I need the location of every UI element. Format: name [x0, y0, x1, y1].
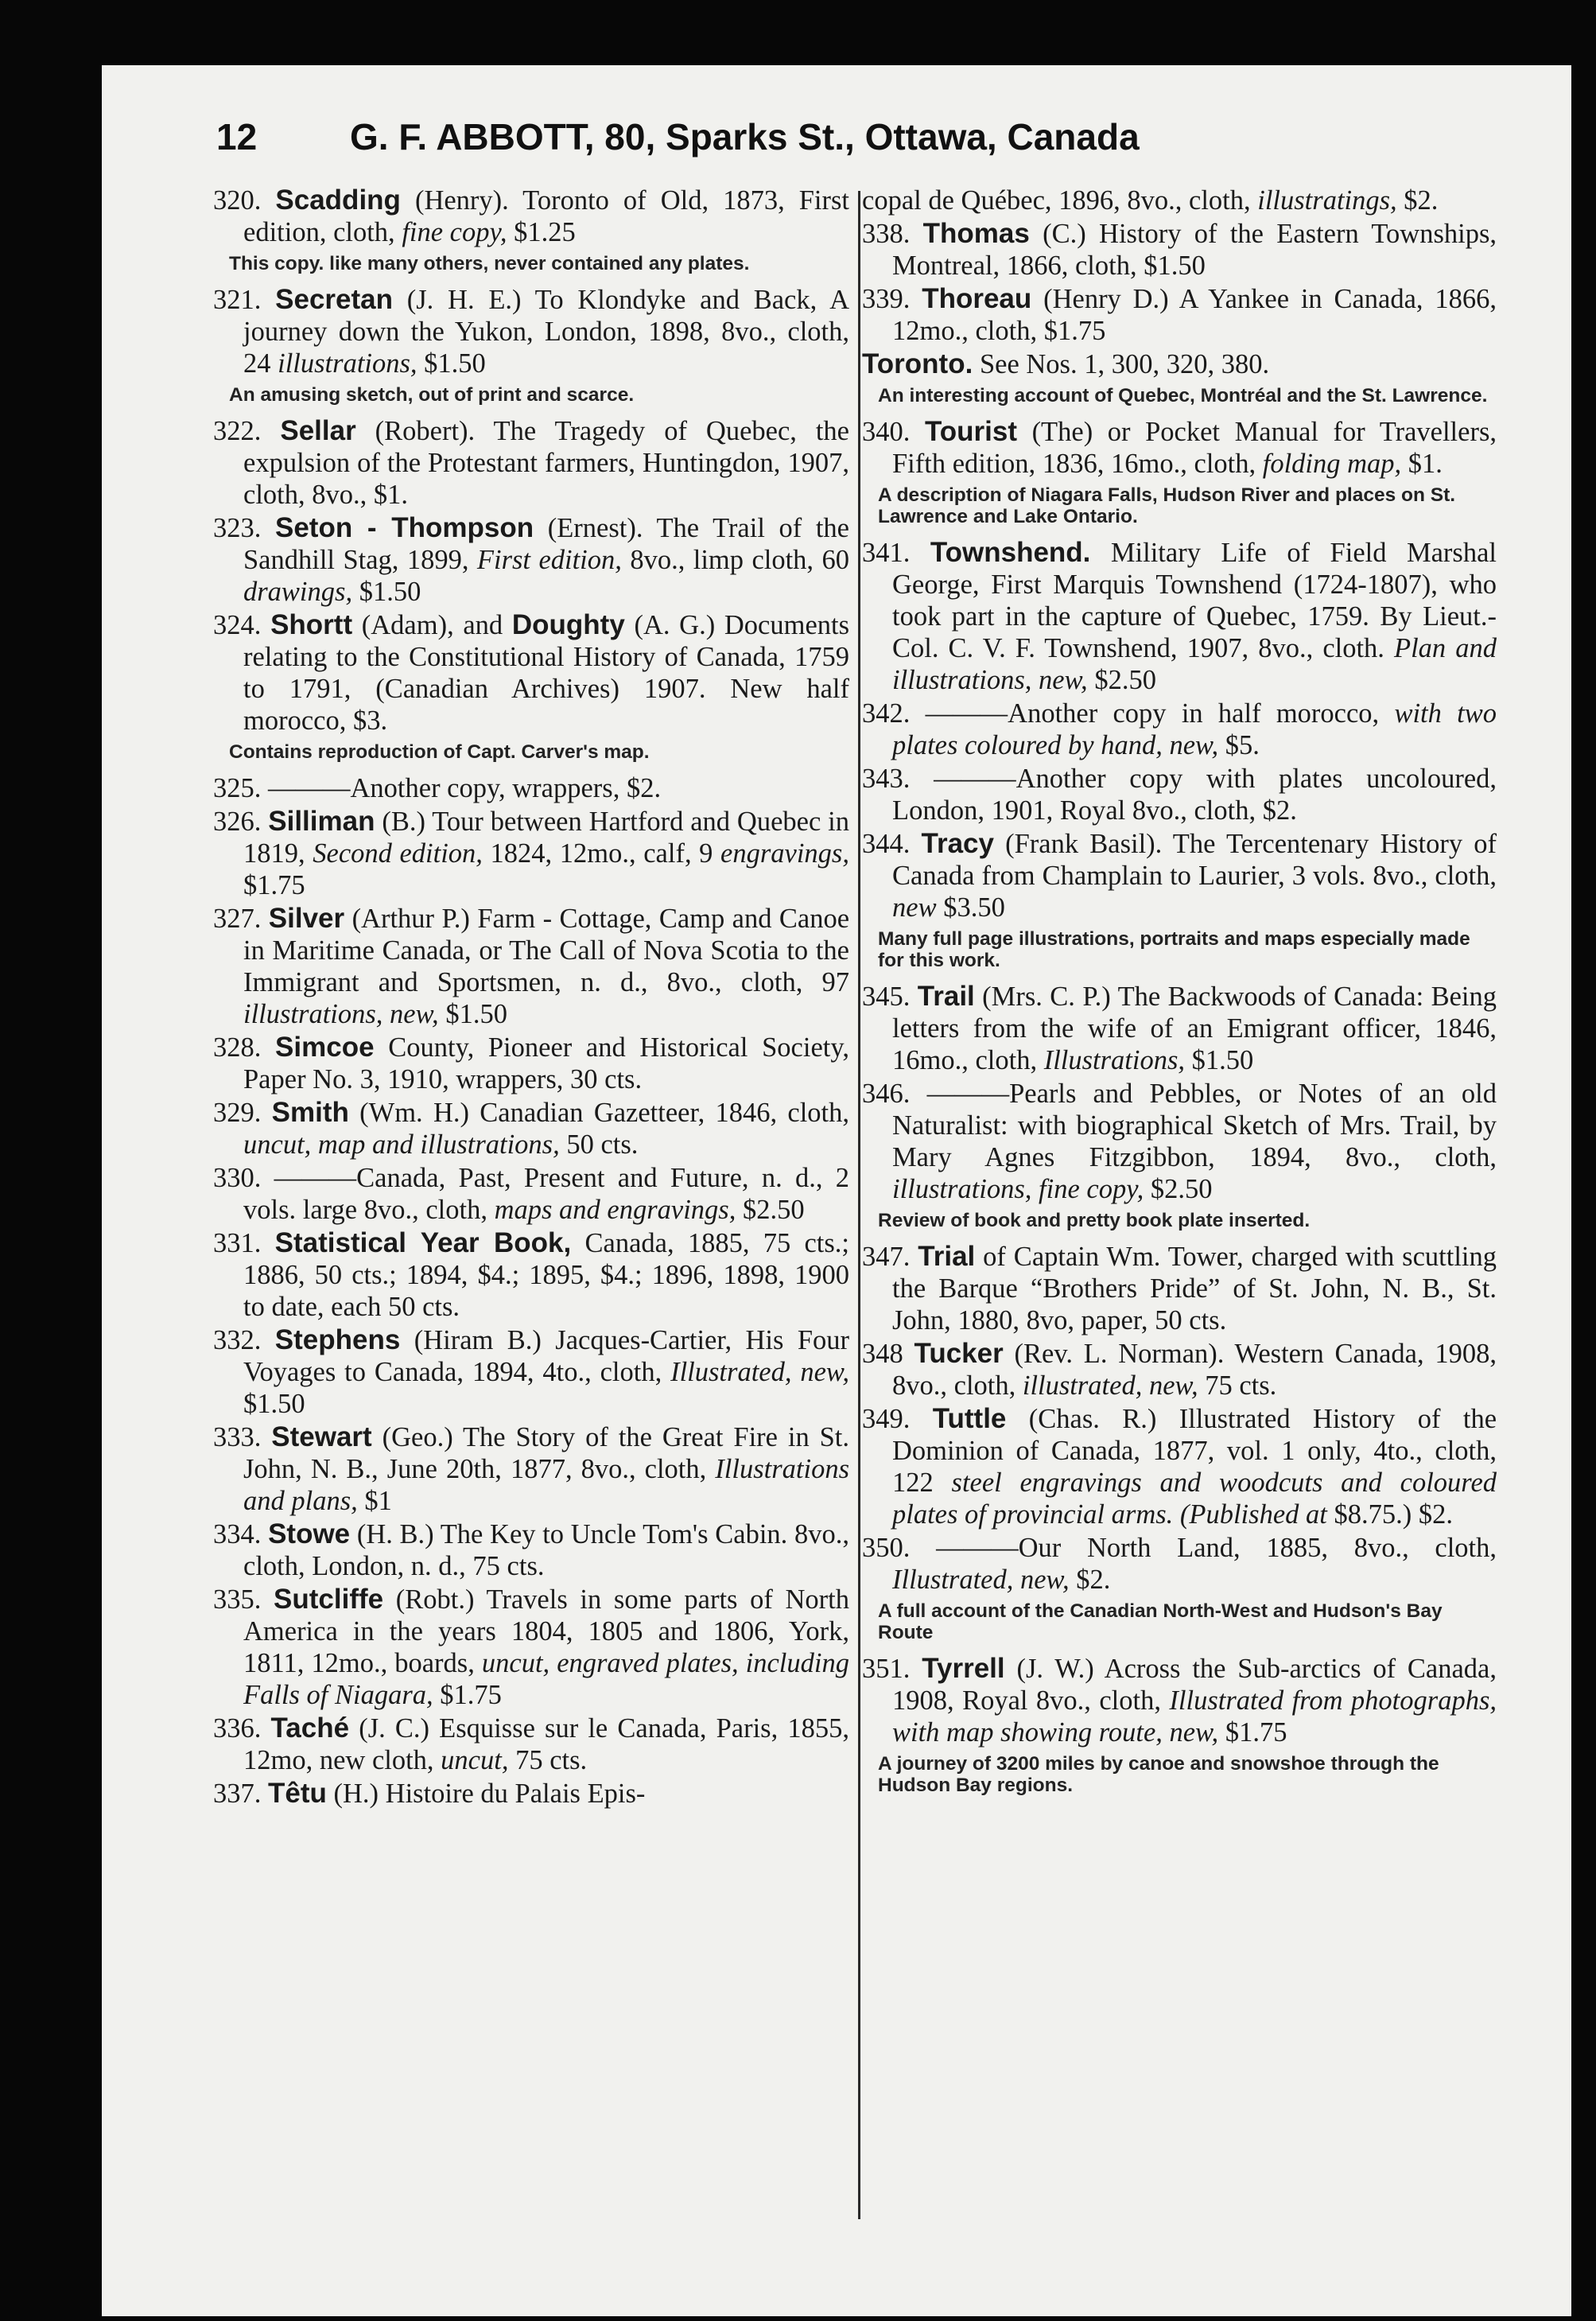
entry-headword: Secretan — [275, 284, 394, 315]
entry-text: (C.) History of the Eastern Townships, Montreal, 1866, cloth, $1.50 — [892, 219, 1497, 281]
entry-italic-text: illustrations, new, — [243, 999, 439, 1029]
entry-text: (H.) Histoire du Palais Epis- — [326, 1779, 646, 1809]
entry-number: 333. — [213, 1422, 262, 1452]
catalogue-entry — [862, 1241, 1497, 1336]
entry-note: This copy. like many others, never contained any plates. — [229, 253, 750, 274]
entry-text: (Geo.) The Story of the Great Fire in St. John, N. B., June 20th, 1877, 8vo., cloth, — [243, 1422, 849, 1484]
catalogue-entry — [862, 348, 1497, 380]
catalogue-entry — [862, 537, 1497, 696]
entry-italic-text: Plan and illustrations, new, — [892, 633, 1497, 695]
page-number: 12 — [216, 116, 258, 157]
entry-headword: Sutcliffe — [274, 1584, 384, 1615]
entry-headword: Tuttle — [932, 1403, 1007, 1434]
entry-headword: Shortt — [270, 609, 353, 640]
entry-headword: Silliman — [268, 806, 375, 837]
entry-number: 321. — [213, 285, 262, 315]
entry-headword: Sellar — [280, 415, 356, 446]
catalogue-entry — [862, 981, 1497, 1076]
entry-text: (A. G.) Documents relating to the Constitutional History of Canada, 1759 to 1791, (Canadian Archives) 1907. New half morocco, $3. — [243, 610, 850, 736]
entry-number: 341. — [862, 538, 911, 568]
entry-number: 345. — [862, 982, 911, 1012]
catalogue-entry — [213, 1032, 849, 1095]
entry-number: 340. — [862, 417, 911, 447]
entry-number: 348 — [862, 1339, 903, 1369]
entry-headword: Smith — [271, 1097, 349, 1128]
entry-italic-text: engravings, — [720, 838, 849, 869]
entry-number: 347. — [862, 1242, 911, 1272]
entry-text: $1.50 — [417, 348, 486, 379]
catalogue-entry — [862, 185, 1497, 216]
entry-number: 330. — [213, 1163, 262, 1193]
catalogue-entry — [862, 1403, 1497, 1530]
entry-number: 329. — [213, 1098, 262, 1128]
entry-text: $1.50 — [352, 577, 421, 607]
entry-italic-text: new — [892, 892, 937, 923]
entry-italic-text: illustratings, — [1257, 185, 1397, 216]
entry-text: 75 cts. — [1198, 1370, 1277, 1401]
entry-text: ———Another copy, wrappers, $2. — [268, 773, 662, 803]
entry-italic-text: uncut, engraved plates, including Falls of Niagara, — [243, 1648, 849, 1710]
entry-text: ———Canada, Past, Present and Future, n. d., 2 vols. large 8vo., cloth, — [243, 1163, 849, 1225]
entry-number: 326. — [213, 807, 262, 837]
catalogue-entry — [213, 1713, 849, 1776]
entry-number: 349. — [862, 1404, 911, 1434]
entry-number: 342. — [862, 698, 911, 729]
entry-note: Many full page illustrations, portraits and maps especially made for this work. — [878, 928, 1470, 971]
entry-italic-text: uncut, — [441, 1745, 509, 1775]
entry-italic-text: Second edition, — [313, 838, 483, 869]
entry-text: 1824, 12mo., calf, 9 — [482, 838, 721, 869]
entry-italic-text: First edition, — [476, 545, 622, 575]
entry-italic-text: folding map, — [1262, 449, 1402, 479]
catalogue-entry — [213, 1584, 849, 1711]
entry-headword: Statistical Year Book, — [274, 1227, 572, 1258]
entry-headword: Tucker — [914, 1338, 1004, 1369]
entry-text: $1.25 — [507, 217, 576, 247]
entry-text: copal de Québec, 1896, 8vo., cloth, — [862, 185, 1258, 216]
entry-italic-text: Illustrations and plans, — [243, 1454, 849, 1516]
entry-note: Contains reproduction of Capt. Carver's map. — [229, 741, 650, 763]
catalogue-entry — [213, 1778, 849, 1810]
catalogue-entry — [862, 763, 1497, 826]
catalogue-entry — [213, 1162, 849, 1226]
entry-text: $5. — [1218, 730, 1260, 760]
page-title: G. F. ABBOTT, 80, Sparks St., Ottawa, Canada — [350, 116, 1140, 157]
entry-headword: Tracy — [921, 828, 994, 859]
catalogue-entry — [213, 1421, 849, 1517]
catalogue-entry — [213, 284, 849, 379]
entry-italic-text: illustrations, fine copy, — [892, 1174, 1144, 1204]
entry-italic-text: steel engravings and woodcuts and coloured plates of provincial arms. (Published at — [892, 1468, 1497, 1530]
entry-text: $8.75.) $2. — [1326, 1499, 1453, 1530]
entry-number: 324. — [213, 610, 262, 640]
entry-text: $1. — [1401, 449, 1443, 479]
catalogue-entry — [213, 806, 849, 901]
entry-text: $1.50 — [438, 999, 507, 1029]
entry-number: 327. — [213, 904, 262, 934]
entry-italic-text: illustrated, new, — [1022, 1370, 1198, 1401]
catalogue-entry — [862, 1338, 1497, 1402]
entry-headword: Townshend. — [930, 537, 1091, 568]
entry-headword: Taché — [270, 1713, 350, 1744]
right-column — [862, 185, 1497, 1806]
entry-text: (Arthur P.) Farm - Cottage, Camp and Canoe in Maritime Canada, or The Call of Nova Scotia to the Immigrant and Sportsmen, n. d., 8vo., cloth, 97 — [243, 904, 850, 997]
entry-headword: Thomas — [922, 218, 1030, 249]
entry-headword: Simcoe — [275, 1032, 375, 1063]
entry-number: 328. — [213, 1032, 262, 1063]
entry-text: $2.50 — [736, 1195, 805, 1225]
catalogue-entry — [213, 609, 849, 737]
entry-number: 346. — [862, 1079, 911, 1109]
entry-note: Review of book and pretty book plate inserted. — [878, 1210, 1311, 1231]
entry-text: (Ernest). The Trail of the Sandhill Stag, 1899, — [243, 513, 849, 575]
entry-note: An amusing sketch, out of print and scarce. — [229, 384, 635, 406]
entry-text: ———Another copy with plates uncoloured, London, 1901, Royal 8vo., cloth, $2. — [892, 764, 1497, 826]
entry-headword: Stowe — [268, 1518, 351, 1549]
entry-headword: Tyrrell — [922, 1653, 1005, 1684]
entry-co-author: Doughty — [511, 609, 625, 640]
entry-headword: Tourist — [924, 416, 1017, 447]
entry-number: 323. — [213, 513, 262, 543]
catalogue-entry — [862, 283, 1497, 347]
entry-text: $3.50 — [936, 892, 1005, 923]
entry-text: $1.50 — [1185, 1045, 1254, 1075]
entry-number: 332. — [213, 1325, 262, 1355]
entry-headword: Seton - Thompson — [274, 512, 534, 543]
entry-text: (Hiram B.) Jacques-Cartier, His Four Voyages to Canada, 1894, 4to., cloth, — [243, 1325, 849, 1387]
catalogue-entry — [213, 772, 849, 804]
entry-text: (Henry D.) A Yankee in Canada, 1866, 12mo., cloth, $1.75 — [892, 284, 1497, 346]
catalogue-entry — [862, 1078, 1497, 1205]
catalogue-entry — [862, 416, 1497, 480]
entry-text: $2.50 — [1087, 665, 1156, 695]
catalogue-entry — [213, 1097, 849, 1160]
column-rule — [858, 191, 860, 2219]
entry-text: ———Our North Land, 1885, 8vo., cloth, — [936, 1533, 1497, 1563]
entry-text: (Robt.) Travels in some parts of North America in the years 1804, 1805 and 1806, York, 1811, 12mo., boards, — [243, 1584, 850, 1678]
entry-number: 320. — [213, 185, 262, 216]
catalogue-entry — [213, 512, 849, 608]
entry-headword: Stephens — [274, 1324, 401, 1355]
catalogue-entry — [213, 185, 849, 248]
entry-text: $1 — [357, 1486, 392, 1516]
entry-number: 334. — [213, 1519, 262, 1549]
entry-text: (B.) Tour between Hartford and Quebec in 1819, — [243, 807, 849, 869]
entry-note: An interesting account of Quebec, Montréal and the St. Lawrence. — [878, 385, 1488, 406]
entry-note: A full account of the Canadian North-West and Hudson's Bay Route — [878, 1600, 1443, 1643]
entry-text: (The) or Pocket Manual for Travellers, Fifth edition, 1836, 16mo., cloth, — [892, 417, 1497, 479]
entry-italic-text: fine copy, — [402, 217, 507, 247]
catalogue-entry — [862, 828, 1497, 923]
entry-text: (J. C.) Esquisse sur le Canada, Paris, 1855, 12mo, new cloth, — [243, 1713, 849, 1775]
entry-text: $1.75 — [433, 1680, 502, 1710]
catalogue-entry — [862, 218, 1497, 282]
entry-text: (Mrs. C. P.) The Backwoods of Canada: Being letters from the wife of an Emigrant officer, 1846, 16mo., cloth, — [892, 982, 1497, 1075]
entry-text: ———Another copy in half morocco, — [925, 698, 1395, 729]
entry-number: 322. — [213, 416, 262, 446]
entry-text: 8vo., limp cloth, 60 — [621, 545, 849, 575]
entry-text: Military Life of Field Marshal George, First Marquis Townshend (1724-1807), who took part in the capture of Quebec, 1759. By Lieut.-Col. C. V. F. Townshend, 1907, 8vo., cloth. — [892, 538, 1497, 663]
entry-text: 50 cts. — [559, 1129, 639, 1160]
entry-italic-text: Illustrated from photographs, with map showing route, new, — [892, 1685, 1497, 1748]
entry-text: of Captain Wm. Tower, charged with scuttling the Barque “Brothers Pride” of St. John, N. B., St. John, 1880, 8vo, paper, 50 cts. — [892, 1242, 1497, 1335]
left-column — [213, 185, 849, 1811]
entry-number: 350. — [862, 1533, 911, 1563]
entry-number: 343. — [862, 764, 911, 794]
entry-text: ———Pearls and Pebbles, or Notes of an old Naturalist: with biographical Sketch of Mrs. Trail, by Mary Agnes Fitzgibbon, 1894, 8vo., cloth, — [892, 1079, 1497, 1172]
entry-headword: Scadding — [275, 185, 401, 216]
entry-text: $1.50 — [243, 1389, 305, 1419]
entry-text: (Frank Basil). The Tercentenary History of Canada from Champlain to Laurier, 3 vols. 8vo., cloth, — [892, 829, 1497, 891]
entry-number: 335. — [213, 1584, 262, 1615]
entry-number: 331. — [213, 1228, 262, 1258]
entry-italic-text: Illustrations, — [1043, 1045, 1186, 1075]
entry-text: (J. H. E.) To Klondyke and Back, A journey down the Yukon, London, 1898, 8vo., cloth, 24 — [243, 285, 850, 379]
entry-number: 338. — [862, 219, 911, 249]
entry-headword: Têtu — [268, 1778, 327, 1809]
entry-text: Canada, 1885, 75 cts.; 1886, 50 cts.; 1894, $4.; 1895, $4.; 1896, 1898, 1900 to date, each 50 cts. — [243, 1228, 850, 1322]
entry-headword: Trail — [917, 981, 975, 1012]
entry-italic-text: Illustrated, new, — [892, 1565, 1070, 1595]
entry-italic-text: maps and engravings, — [494, 1195, 736, 1225]
catalogue-entry — [862, 1532, 1497, 1596]
entry-italic-text: drawings, — [243, 577, 353, 607]
catalogue-entry — [862, 1653, 1497, 1748]
entry-text: County, Pioneer and Historical Society, Paper No. 3, 1910, wrappers, 30 cts. — [243, 1032, 849, 1094]
entry-number: 351. — [862, 1654, 911, 1684]
entry-text: $2. — [1069, 1565, 1111, 1595]
entry-headword: Trial — [918, 1241, 976, 1272]
entry-note: A description of Niagara Falls, Hudson River and places on St. Lawrence and Lake Ontario. — [878, 484, 1456, 527]
entry-text: (Robert). The Tragedy of Quebec, the expulsion of the Protestant farmers, Huntingdon, 1907, cloth, 8vo., $1. — [243, 416, 849, 510]
entry-headword: Silver — [268, 903, 345, 934]
entry-text: 75 cts. — [508, 1745, 588, 1775]
entry-italic-text: illustrations, — [278, 348, 417, 379]
entry-text: (Henry). Toronto of Old, 1873, First edition, cloth, — [243, 185, 850, 247]
catalogue-entry — [213, 903, 849, 1030]
entry-text: See Nos. 1, 300, 320, 380. — [973, 349, 1270, 379]
entry-number: 325. — [213, 773, 262, 803]
catalogue-entry — [213, 1324, 849, 1420]
entry-text: $2.50 — [1144, 1174, 1213, 1204]
entry-note: A journey of 3200 miles by canoe and snowshoe through the Hudson Bay regions. — [878, 1753, 1439, 1796]
entry-text: $1.75 — [1218, 1717, 1287, 1748]
catalogue-entry — [213, 1518, 849, 1582]
entry-number: 337. — [213, 1779, 262, 1809]
entry-italic-text: with two plates coloured by hand, new, — [892, 698, 1497, 760]
entry-italic-text: Illustrated, new, — [670, 1357, 849, 1387]
entry-italic-text: uncut, map and illustrations, — [243, 1129, 560, 1160]
entry-headword: Toronto. — [862, 348, 973, 379]
entry-text: (H. B.) The Key to Uncle Tom's Cabin. 8vo., cloth, London, n. d., 75 cts. — [243, 1519, 849, 1581]
catalogue-entry — [213, 1227, 849, 1323]
entry-headword: Stewart — [271, 1421, 372, 1452]
catalogue-entry — [213, 415, 849, 511]
catalogue-entry — [862, 698, 1497, 761]
entry-text: $2. — [1396, 185, 1439, 216]
entry-text: (Chas. R.) Illustrated History of the Dominion of Canada, 1877, vol. 1 only, 4to., cloth, 122 — [892, 1404, 1497, 1498]
entry-number: 336. — [213, 1713, 262, 1744]
entry-text: (Wm. H.) Canadian Gazetteer, 1846, cloth, — [348, 1098, 849, 1128]
entry-text: (Rev. L. Norman). Western Canada, 1908, 8vo., cloth, — [892, 1339, 1497, 1401]
entry-number: 339. — [862, 284, 911, 314]
entry-text: (Adam), and — [352, 610, 512, 640]
entry-number: 344. — [862, 829, 911, 859]
entry-text: (J. W.) Across the Sub-arctics of Canada, 1908, Royal 8vo., cloth, — [892, 1654, 1497, 1716]
entry-text: $1.75 — [243, 870, 305, 900]
entry-headword: Thoreau — [922, 283, 1032, 314]
